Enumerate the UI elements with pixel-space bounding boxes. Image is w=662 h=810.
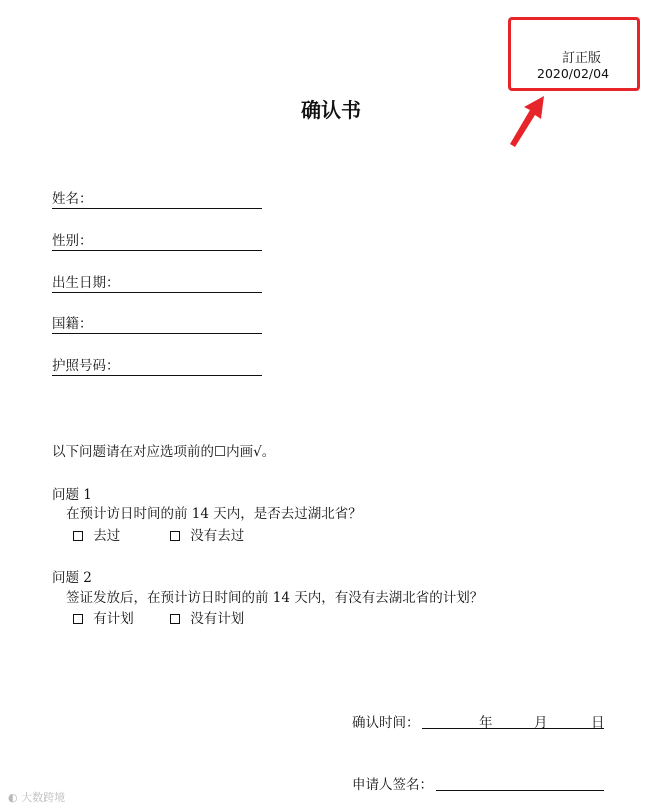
birthdate-field[interactable] (52, 274, 262, 293)
name-field[interactable] (52, 190, 262, 209)
nationality-label: 国籍： (52, 316, 93, 332)
watermark-logo (8, 789, 65, 805)
month-label: 月 (534, 715, 548, 731)
confirm-time-field[interactable] (422, 710, 604, 729)
revision-label: 訂正版 (562, 51, 602, 66)
revision-date: 2020/02/04 (537, 66, 610, 81)
checkbox-icon[interactable] (73, 531, 83, 541)
q2-option-no-label: 没有计划 (190, 611, 245, 627)
signature-field[interactable] (436, 772, 604, 791)
q2-option-yes[interactable] (73, 607, 134, 627)
birthdate-label: 出生日期： (52, 275, 120, 291)
watermark-text: 大数跨境 (21, 791, 66, 804)
watermark-icon: ◐ (8, 791, 22, 804)
name-label: 姓名： (52, 191, 93, 207)
q2-option-no[interactable] (170, 607, 244, 627)
nationality-field[interactable] (52, 315, 262, 334)
q1-option-no-label: 没有去过 (190, 528, 245, 544)
signature-label: 申请人签名： (352, 777, 433, 793)
q1-option-yes[interactable] (73, 524, 120, 544)
question-2-text: 签证发放后，在预计访日时间的前 14 天内，有没有去湖北省的计划？ (66, 590, 484, 606)
instruction-text: 以下问题请在对应选项前的☐内画√。 (52, 444, 276, 460)
gender-field[interactable] (52, 232, 262, 251)
document-title: 确认书 (301, 98, 361, 122)
question-1-text: 在预计访日时间的前 14 天内，是否去过湖北省？ (66, 506, 362, 522)
checkbox-icon[interactable] (73, 614, 83, 624)
passport-field[interactable] (52, 357, 262, 376)
year-label: 年 (479, 715, 493, 731)
checkbox-icon[interactable] (170, 531, 180, 541)
q2-option-yes-label: 有计划 (93, 611, 134, 627)
confirm-time-label: 确认时间： (352, 715, 420, 731)
day-label: 日 (591, 715, 605, 731)
q1-option-yes-label: 去过 (93, 528, 121, 544)
question-2-heading: 问题 2 (52, 570, 92, 586)
gender-label: 性别： (52, 233, 93, 249)
passport-label: 护照号码： (52, 358, 120, 374)
question-1-heading: 问题 1 (52, 487, 92, 503)
q1-option-no[interactable] (170, 524, 244, 544)
checkbox-icon[interactable] (170, 614, 180, 624)
